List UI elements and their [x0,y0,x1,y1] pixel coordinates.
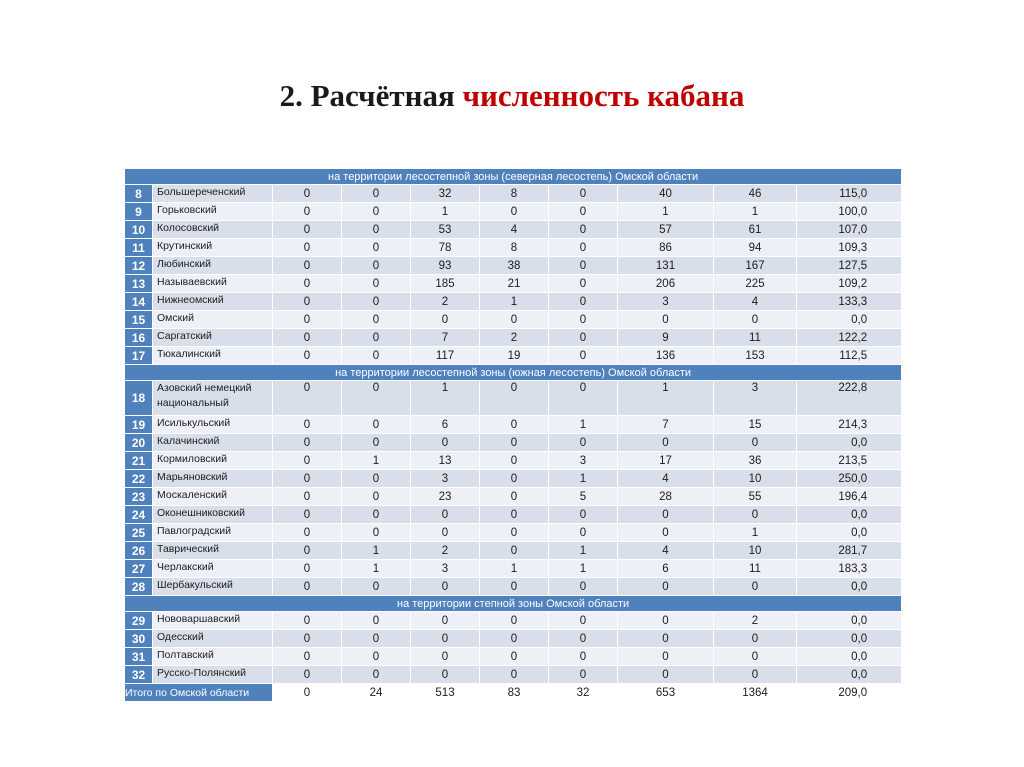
table-row [125,203,902,221]
district-number: 13 [125,275,153,293]
table-cell: 0 [549,381,618,416]
table-cell: 0 [618,311,714,329]
district-name: Азовский немецкий национальный [153,381,273,416]
table-cell: 9 [618,329,714,347]
total-cell: 0 [273,684,342,702]
table-cell: 0 [411,578,480,596]
section-header: на территории степной зоны Омской области [125,596,902,612]
table-cell: 55 [714,488,797,506]
total-cell: 24 [342,684,411,702]
table-cell: 0 [480,630,549,648]
table-cell: 0 [342,488,411,506]
table-cell: 0 [342,666,411,684]
table-cell: 0 [273,275,342,293]
table-cell: 109,2 [797,275,902,293]
table-cell: 10 [714,542,797,560]
page-title [0,78,1024,114]
district-name: Горьковский [153,203,273,221]
table-cell: 0 [342,434,411,452]
district-number: 25 [125,524,153,542]
table-cell: 0 [549,612,618,630]
table-cell: 0 [273,452,342,470]
table-cell: 0 [342,275,411,293]
table-cell: 0 [273,488,342,506]
table-cell: 0 [273,239,342,257]
table-cell: 0 [618,434,714,452]
total-cell: 1364 [714,684,797,702]
table-cell: 4 [714,293,797,311]
table-row [125,630,902,648]
total-cell: 209,0 [797,684,902,702]
table-cell: 0 [411,524,480,542]
table-cell: 6 [618,560,714,578]
table-cell: 153 [714,347,797,365]
table-cell: 0 [342,470,411,488]
table-cell: 0 [714,578,797,596]
table-cell: 122,2 [797,329,902,347]
table-cell: 185 [411,275,480,293]
table-cell: 109,3 [797,239,902,257]
district-name: Крутинский [153,239,273,257]
table-cell: 7 [411,329,480,347]
table-row [125,221,902,239]
table-cell: 0 [342,612,411,630]
table-cell: 0 [549,185,618,203]
table-cell: 0 [342,347,411,365]
table-cell: 0 [342,416,411,434]
table-cell: 40 [618,185,714,203]
table-cell: 17 [618,452,714,470]
table-cell: 0 [714,648,797,666]
table-row [125,488,902,506]
table-cell: 0 [342,257,411,275]
table-cell: 117 [411,347,480,365]
district-name: Москаленский [153,488,273,506]
district-number: 15 [125,311,153,329]
table-cell: 0 [480,578,549,596]
table-cell: 1 [618,381,714,416]
section-header-row [125,365,902,381]
table-cell: 1 [411,381,480,416]
table-cell: 0,0 [797,311,902,329]
table-cell: 0 [273,560,342,578]
table-cell: 3 [411,470,480,488]
district-number: 23 [125,488,153,506]
table-cell: 214,3 [797,416,902,434]
table-cell: 0 [549,311,618,329]
district-name: Таврический [153,542,273,560]
table-cell: 0,0 [797,506,902,524]
district-number: 28 [125,578,153,596]
district-name: Любинский [153,257,273,275]
table-cell: 0,0 [797,648,902,666]
table-cell: 1 [480,293,549,311]
district-number: 24 [125,506,153,524]
table-cell: 1 [411,203,480,221]
total-cell: 653 [618,684,714,702]
table-cell: 3 [618,293,714,311]
table-cell: 0 [273,311,342,329]
table-cell: 0 [618,630,714,648]
table-cell: 0,0 [797,612,902,630]
district-name: Исилькульский [153,416,273,434]
table-cell: 2 [480,329,549,347]
table-cell: 0 [480,452,549,470]
district-name: Кормиловский [153,452,273,470]
table-cell: 0 [273,257,342,275]
district-name: Шербакульский [153,578,273,596]
table-cell: 0 [273,470,342,488]
district-name: Марьяновский [153,470,273,488]
table-cell: 0 [342,185,411,203]
district-number: 22 [125,470,153,488]
table-cell: 11 [714,560,797,578]
table-cell: 0,0 [797,666,902,684]
table-cell: 0 [480,311,549,329]
table-cell: 0 [618,524,714,542]
district-number: 12 [125,257,153,275]
table-cell: 0 [714,506,797,524]
table-row [125,506,902,524]
table-cell: 8 [480,185,549,203]
table-cell: 167 [714,257,797,275]
table-cell: 3 [549,452,618,470]
table-row [125,239,902,257]
district-number: 27 [125,560,153,578]
table-cell: 0 [342,648,411,666]
table-cell: 0 [342,381,411,416]
section-header-row [125,596,902,612]
section-header: на территории лесостепной зоны (южная лесостепь) Омской области [125,365,902,381]
table-cell: 3 [411,560,480,578]
table-row [125,666,902,684]
table-cell: 0 [549,648,618,666]
total-cell: 513 [411,684,480,702]
table-cell: 0 [549,293,618,311]
total-label: Итого по Омской области [125,684,273,702]
table-cell: 78 [411,239,480,257]
table-cell: 0 [273,185,342,203]
district-name: Полтавский [153,648,273,666]
table-cell: 8 [480,239,549,257]
table-cell: 183,3 [797,560,902,578]
table-cell: 32 [411,185,480,203]
table-cell: 0 [342,578,411,596]
table-cell: 2 [411,293,480,311]
district-name: Оконешниковский [153,506,273,524]
table-cell: 38 [480,257,549,275]
table-cell: 2 [411,542,480,560]
table-row [125,275,902,293]
table-cell: 0 [549,506,618,524]
table-row [125,560,902,578]
table-row [125,578,902,596]
table-row [125,311,902,329]
table-cell: 0 [273,630,342,648]
table-cell: 0,0 [797,630,902,648]
table-cell: 0 [273,221,342,239]
table-cell: 1 [342,452,411,470]
table-cell: 57 [618,221,714,239]
table-cell: 0 [549,434,618,452]
table-cell: 21 [480,275,549,293]
table-cell: 0 [549,524,618,542]
table-cell: 250,0 [797,470,902,488]
table-cell: 0 [618,612,714,630]
table-cell: 0 [273,293,342,311]
table-cell: 206 [618,275,714,293]
table-row [125,542,902,560]
table-cell: 0 [411,648,480,666]
table-cell: 0 [342,506,411,524]
table-cell: 0 [480,488,549,506]
table-cell: 1 [549,560,618,578]
table-cell: 0 [549,203,618,221]
table-row [125,293,902,311]
district-number: 32 [125,666,153,684]
table-row [125,524,902,542]
table-cell: 115,0 [797,185,902,203]
table-row [125,185,902,203]
district-name: Саргатский [153,329,273,347]
table-cell: 107,0 [797,221,902,239]
table-row [125,470,902,488]
table-cell: 0,0 [797,434,902,452]
table-row [125,347,902,365]
table-cell: 0 [549,578,618,596]
table-cell: 1 [714,203,797,221]
district-number: 14 [125,293,153,311]
total-cell: 32 [549,684,618,702]
table-row [125,434,902,452]
district-name: Калачинский [153,434,273,452]
table-cell: 0 [549,239,618,257]
table-cell: 0 [480,434,549,452]
table-cell: 0 [411,311,480,329]
table-cell: 19 [480,347,549,365]
table-cell: 127,5 [797,257,902,275]
table-cell: 0 [342,203,411,221]
table-cell: 0 [273,666,342,684]
table-cell: 0 [342,239,411,257]
district-number: 20 [125,434,153,452]
table-cell: 0 [714,666,797,684]
table-cell: 136 [618,347,714,365]
district-number: 18 [125,381,153,416]
table-cell: 0,0 [797,524,902,542]
district-number: 8 [125,185,153,203]
table-cell: 23 [411,488,480,506]
table-cell: 1 [342,560,411,578]
table-cell: 0 [342,311,411,329]
table-cell: 86 [618,239,714,257]
table-cell: 0 [273,329,342,347]
table-cell: 6 [411,416,480,434]
district-name: Тюкалинский [153,347,273,365]
table-cell: 0 [480,416,549,434]
total-row [125,684,902,702]
table-cell: 0 [549,257,618,275]
table-cell: 0 [618,648,714,666]
table-cell: 112,5 [797,347,902,365]
table-cell: 0 [411,506,480,524]
table-cell: 0 [411,434,480,452]
table-cell: 1 [549,542,618,560]
table-cell: 0 [342,293,411,311]
table-cell: 0 [480,470,549,488]
table-cell: 0 [273,347,342,365]
table-cell: 36 [714,452,797,470]
table-cell: 0 [480,524,549,542]
table-cell: 1 [549,470,618,488]
table-cell: 0 [714,311,797,329]
table-cell: 281,7 [797,542,902,560]
table-cell: 0 [549,666,618,684]
district-number: 19 [125,416,153,434]
table-row [125,416,902,434]
district-number: 21 [125,452,153,470]
table-cell: 0 [342,221,411,239]
table-cell: 0 [411,612,480,630]
table-row [125,612,902,630]
table-cell: 0 [273,416,342,434]
table-cell: 13 [411,452,480,470]
table-cell: 93 [411,257,480,275]
table-cell: 0 [273,612,342,630]
table-cell: 1 [480,560,549,578]
table-cell: 0 [618,666,714,684]
district-name: Нижнеомский [153,293,273,311]
district-name: Называевский [153,275,273,293]
boar-population-table [124,168,902,702]
table-cell: 0 [480,666,549,684]
table-cell: 61 [714,221,797,239]
table-cell: 0 [480,542,549,560]
table-cell: 0 [480,612,549,630]
table-cell: 0 [714,630,797,648]
table-row [125,329,902,347]
district-name: Колосовский [153,221,273,239]
table-cell: 3 [714,381,797,416]
district-number: 9 [125,203,153,221]
table-cell: 196,4 [797,488,902,506]
table-cell: 0,0 [797,578,902,596]
table-row [125,257,902,275]
table-cell: 0 [273,542,342,560]
table-cell: 0 [342,524,411,542]
table-cell: 5 [549,488,618,506]
table-cell: 11 [714,329,797,347]
table-cell: 222,8 [797,381,902,416]
table-cell: 0 [549,630,618,648]
table-cell: 15 [714,416,797,434]
table-row [125,648,902,666]
table-cell: 0 [273,648,342,666]
table-cell: 2 [714,612,797,630]
table-cell: 53 [411,221,480,239]
table-cell: 0 [549,275,618,293]
table-cell: 0 [714,434,797,452]
district-number: 30 [125,630,153,648]
table-cell: 4 [618,470,714,488]
total-cell: 83 [480,684,549,702]
table-cell: 7 [618,416,714,434]
table-cell: 4 [480,221,549,239]
district-name: Черлакский [153,560,273,578]
table-cell: 225 [714,275,797,293]
district-name: Омский [153,311,273,329]
district-number: 10 [125,221,153,239]
table-row [125,381,902,416]
table-cell: 133,3 [797,293,902,311]
district-number: 17 [125,347,153,365]
table-cell: 0 [342,329,411,347]
table-cell: 0 [273,578,342,596]
table-cell: 4 [618,542,714,560]
table-cell: 0 [411,630,480,648]
table-cell: 94 [714,239,797,257]
district-name: Одесский [153,630,273,648]
title-part-1: 2. Расчётная [279,78,463,113]
table-body [125,169,902,702]
table-cell: 10 [714,470,797,488]
table-cell: 28 [618,488,714,506]
table-cell: 0 [480,203,549,221]
table-cell: 1 [549,416,618,434]
table-cell: 0 [273,381,342,416]
district-number: 16 [125,329,153,347]
table-cell: 0 [618,578,714,596]
district-number: 31 [125,648,153,666]
district-number: 29 [125,612,153,630]
table-cell: 0 [342,630,411,648]
table-cell: 46 [714,185,797,203]
district-name: Павлоградский [153,524,273,542]
table-cell: 0 [549,221,618,239]
table-cell: 1 [618,203,714,221]
table-cell: 0 [411,666,480,684]
table-cell: 1 [714,524,797,542]
district-name: Большереченский [153,185,273,203]
title-part-2-accent: численность кабана [462,78,745,113]
district-number: 11 [125,239,153,257]
table-cell: 0 [273,434,342,452]
district-name: Нововаршавский [153,612,273,630]
table-cell: 0 [549,329,618,347]
table-cell: 213,5 [797,452,902,470]
table-cell: 0 [549,347,618,365]
section-header: на территории лесостепной зоны (северная лесостепь) Омской области [125,169,902,185]
district-name: Русско-Полянский [153,666,273,684]
table-row [125,452,902,470]
table-cell: 131 [618,257,714,275]
table-cell: 0 [273,524,342,542]
table-cell: 0 [480,648,549,666]
table-cell: 0 [273,506,342,524]
section-header-row [125,169,902,185]
table-cell: 0 [273,203,342,221]
table-cell: 0 [480,506,549,524]
table-cell: 1 [342,542,411,560]
table-cell: 0 [618,506,714,524]
table-cell: 100,0 [797,203,902,221]
district-number: 26 [125,542,153,560]
table-cell: 0 [480,381,549,416]
